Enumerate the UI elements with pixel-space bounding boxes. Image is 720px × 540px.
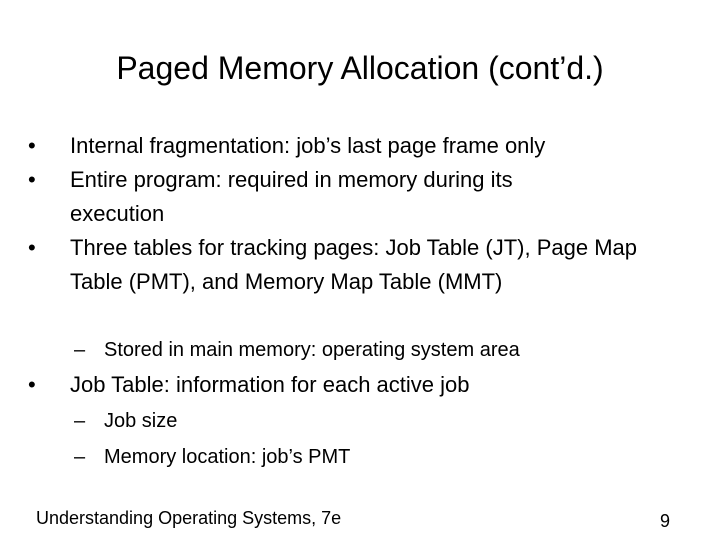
page-number: 9	[659, 511, 670, 531]
bullet-text: Internal fragmentation: job’s last page frame only	[70, 133, 546, 158]
bullet-item	[28, 129, 670, 163]
sub-bullet-text: Job size	[104, 410, 178, 432]
sub-bullet-item	[74, 439, 664, 475]
bullet-item	[28, 231, 645, 299]
bullet-marker: •	[28, 372, 36, 397]
sub-bullet-text: Stored in main memory: operating system area	[104, 339, 520, 361]
footer-source: Understanding Operating Systems, 7e	[36, 508, 342, 528]
bullet-text: Job Table: information for each active job	[70, 372, 470, 397]
bullet-marker: •	[28, 167, 36, 192]
bullet-marker: •	[28, 133, 36, 158]
dash-marker: –	[74, 410, 86, 432]
dash-marker: –	[74, 446, 86, 468]
bullet-marker: •	[28, 235, 36, 260]
sub-bullet-text: Memory location: job’s PMT	[104, 446, 351, 468]
bullet-item	[28, 368, 650, 402]
sub-bullet-item	[74, 403, 664, 439]
slide-title: Paged Memory Allocation (cont’d.)	[116, 50, 604, 86]
bullet-text: Three tables for tracking pages: Job Table (JT), Page Map Table (PMT), and Memory Map Table (MMT)	[70, 235, 637, 294]
dash-marker: –	[74, 339, 86, 361]
bullet-text: Entire program: required in memory during its execution	[70, 167, 513, 226]
sub-bullet-item	[74, 332, 664, 368]
bullet-item	[28, 163, 610, 231]
